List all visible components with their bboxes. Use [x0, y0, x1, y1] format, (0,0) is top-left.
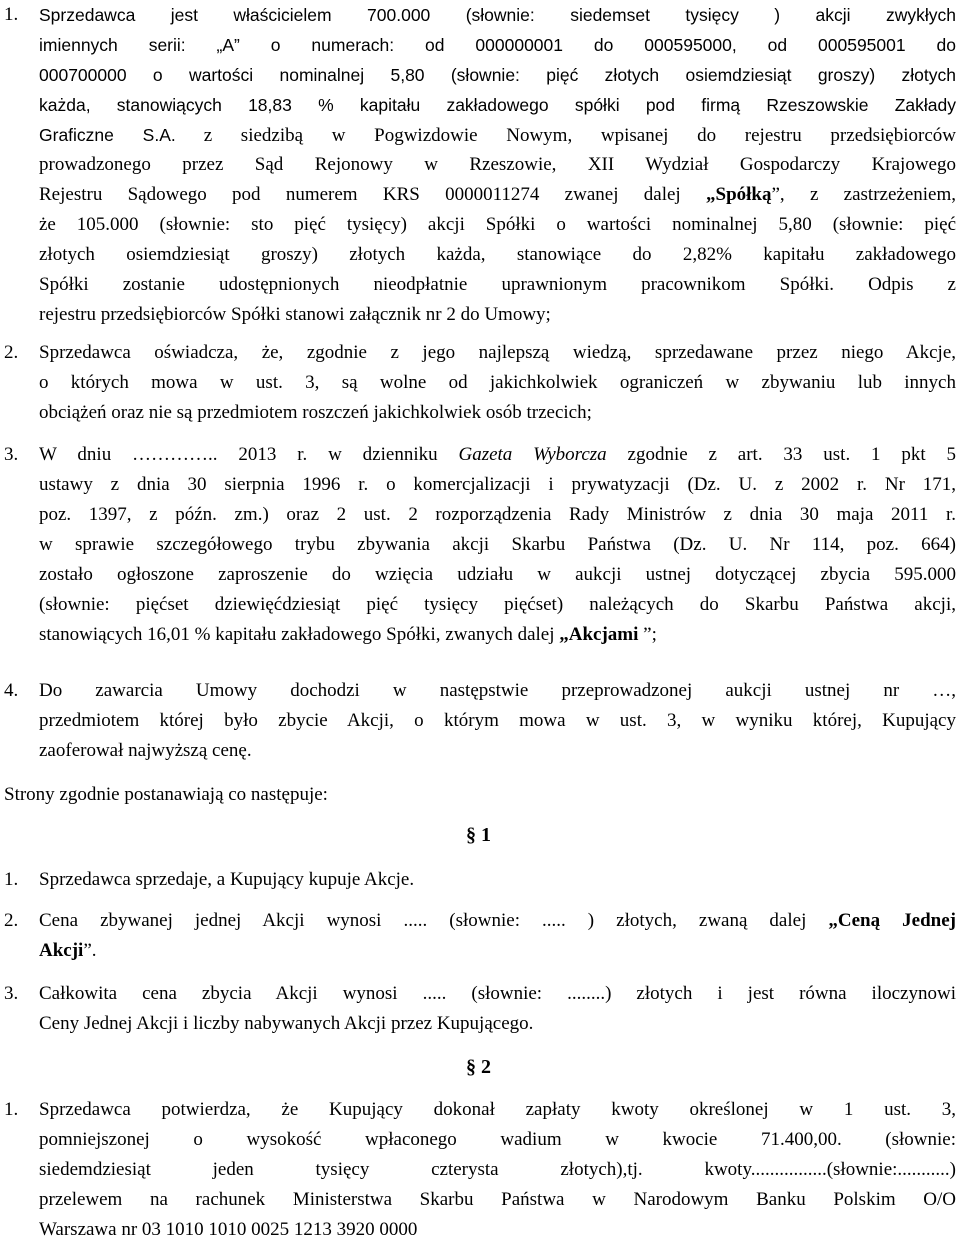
newspaper-name: Gazeta Wyborcza: [458, 444, 607, 465]
text-fragment: ”.: [83, 940, 97, 961]
item-number: 1.: [4, 869, 19, 890]
text-fragment: zgodnie z art. 33 ust. 1 pkt 5: [606, 444, 957, 465]
list-item-4: [4, 676, 956, 766]
list-item-3: [4, 440, 956, 650]
text-line: obciążeń oraz nie są przedmiotem roszczeń jakichkolwiek osób trzecich;: [39, 402, 592, 423]
item-number: 4.: [4, 680, 19, 701]
text-line: Do zawarcia Umowy dochodzi w następstwie przeprowadzonej aukcji ustnej nr …,: [39, 680, 956, 701]
text-fragment: ”;: [638, 624, 657, 645]
text-line: Ceny Jednej Akcji i liczby nabywanych Akcji przez Kupującego.: [39, 1013, 534, 1034]
text-line: Warszawa nr 03 1010 1010 0025 1213 3920 0000: [39, 1219, 418, 1240]
defined-term: „Spółką: [706, 184, 772, 205]
text-line: ustawy z dnia 30 sierpnia 1996 r. o komercjalizacji i prywatyzacji (Dz. U. z 2002 r. Nr 171,: [39, 474, 956, 495]
text-line: (słownie: pięćset dziewięćdziesiąt pięć tysięcy pięćset) należących do Skarbu Państwa akcji,: [39, 594, 956, 615]
text-fragment: W dniu ………….. 2013 r. w dzienniku: [39, 444, 459, 465]
defined-term: „Akcjami: [559, 624, 639, 645]
item-number: 2.: [4, 910, 19, 931]
text-line: Sprzedawca potwierdza, że Kupujący dokonał zapłaty kwoty określonej w 1 ust. 3,: [39, 1099, 956, 1120]
text-fragment: ”, z zastrzeżeniem,: [771, 184, 957, 205]
text-line: w sprawie szczegółowego trybu zbywania akcji Skarbu Państwa (Dz. U. Nr 114, poz. 664): [39, 534, 956, 555]
text-fragment: Rejestru Sądowego pod numerem KRS 0000011274 zwanej dalej: [39, 184, 681, 205]
text-line: [39, 120, 956, 150]
text-line: [39, 906, 956, 936]
text-line: [39, 180, 956, 210]
item-number: 3.: [4, 983, 19, 1004]
text-line: pomniejszonej o wysokość wpłaconego wadium w kwocie 71.400,00. (słownie:: [39, 1129, 956, 1150]
section-heading-1: § 1: [466, 824, 491, 846]
text-line: każda, stanowiących 18,83 % kapitału zakładowego spółki pod firmą Rzeszowskie Zakłady: [39, 95, 956, 115]
text-line: Sprzedawca jest właścicielem 700.000 (słownie: siedemset tysięcy ) akcji zwykłych: [39, 5, 956, 25]
text-line: Całkowita cena zbycia Akcji wynosi ..... (słownie: ........) złotych i jest równa iloczynowi: [39, 983, 956, 1004]
list-item-1: [4, 0, 956, 330]
text-line: Sprzedawca oświadcza, że, zgodnie z jego najlepszą wiedzą, sprzedawane przez niego Akcje,: [39, 342, 956, 363]
section1-point-3: [4, 979, 956, 1039]
text-line: złotych osiemdziesiąt groszy) złotych każda, stanowiące do 2,82% kapitału zakładowego: [39, 244, 956, 265]
section2-point-1: [4, 1095, 956, 1245]
section1-point-2: [4, 906, 956, 966]
text-fragment: stanowiących 16,01 % kapitału zakładowego Spółki, zwanych dalej: [39, 624, 560, 645]
text-line: przelewem na rachunek Ministerstwa Skarbu Państwa w Narodowym Banku Polskim O/O: [39, 1189, 956, 1210]
item-number: 1.: [4, 4, 19, 25]
text-fragment: z siedzibą w Pogwizdowie Nowym, wpisanej do rejestru przedsiębiorców: [203, 125, 956, 146]
section-heading-2: § 2: [466, 1056, 491, 1078]
text-line: że 105.000 (słownie: sto pięć tysięcy) akcji Spółki o wartości nominalnej 5,80 (słownie: pięć: [39, 214, 956, 235]
text-line: [39, 440, 956, 470]
text-line: 000700000 o wartości nominalnej 5,80 (słownie: pięć złotych osiemdziesiąt groszy) złotych: [39, 65, 956, 85]
intro-text: Strony zgodnie postanawiają co następuje:: [4, 784, 328, 805]
text-line: zostało ogłoszone zaproszenie do wzięcia udziału w aukcji ustnej dotyczącej zbycia 595.000: [39, 564, 956, 585]
text-line: imiennych serii: „A” o numerach: od 000000001 do 000595000, od 000595001 do: [39, 35, 956, 55]
list-item-2: [4, 338, 956, 428]
text-line: [39, 620, 956, 650]
defined-term: Akcji: [39, 940, 84, 961]
item-number: 1.: [4, 1099, 19, 1120]
text-line: poz. 1397, z późn. zm.) oraz 2 ust. 2 rozporządzenia Rady Ministrów z dnia 30 maja 2011 r.: [39, 504, 956, 525]
text-line: [39, 936, 956, 966]
item-number: 3.: [4, 444, 19, 465]
item-number: 2.: [4, 342, 19, 363]
text-line: Sprzedawca sprzedaje, a Kupujący kupuje Akcje.: [39, 869, 415, 890]
text-fragment: Cena zbywanej jednej Akcji wynosi ..... (słownie: ..... ) złotych, zwaną dalej: [39, 910, 829, 931]
text-line: zaoferował najwyższą cenę.: [39, 740, 252, 761]
text-line: Spółki zostanie udostępnionych nieodpłatnie uprawnionym pracownikom Spółki. Odpis z: [39, 274, 956, 295]
text-line: przedmiotem której było zbycie Akcji, o którym mowa w ust. 3, w wyniku której, Kupujący: [39, 710, 956, 731]
defined-term: „Ceną Jednej: [828, 910, 956, 931]
section1-point-1: [4, 865, 956, 895]
text-line: siedemdziesiąt jeden tysięcy czterysta złotych),tj. kwoty................(słownie:...........): [39, 1159, 956, 1180]
text-line: o których mowa w ust. 3, są wolne od jakichkolwiek ograniczeń w zbywaniu lub innych: [39, 372, 956, 393]
text-fragment: Graficzne S.A.: [39, 125, 176, 145]
text-line: rejestru przedsiębiorców Spółki stanowi załącznik nr 2 do Umowy;: [39, 304, 551, 325]
text-line: prowadzonego przez Sąd Rejonowy w Rzeszowie, XII Wydział Gospodarczy Krajowego: [39, 154, 956, 175]
